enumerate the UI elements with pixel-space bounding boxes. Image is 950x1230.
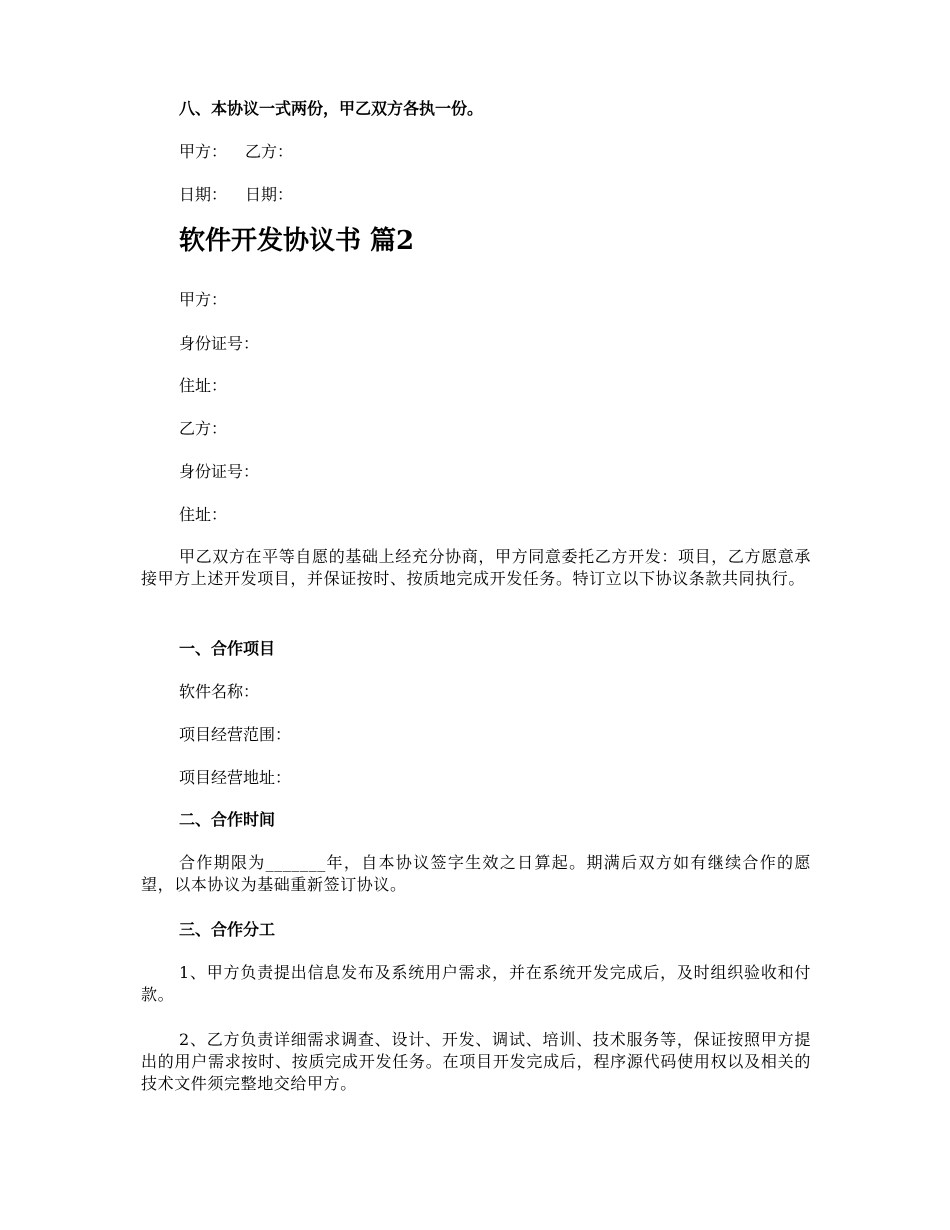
field-address-a: 住址：: [179, 376, 228, 395]
field-party-a: 甲方：: [179, 290, 228, 309]
signature-party-a: 甲方：: [179, 142, 228, 161]
signature-party-b: 乙方：: [245, 142, 294, 161]
signature-date-row: [179, 184, 293, 206]
section-3-heading: 三、合作分工: [179, 920, 276, 939]
signature-date-a: 日期：: [179, 185, 228, 204]
signature-date-b: 日期：: [245, 185, 294, 204]
field-id-b: 身份证号：: [179, 462, 260, 481]
field-party-b: 乙方：: [179, 419, 228, 438]
intro-paragraph: 甲乙双方在平等自愿的基础上经充分协商，甲方同意委托乙方开发：项目，乙方愿意承接甲方上述开发项目，并保证按时、按质地完成开发任务。特订立以下协议条款共同执行。: [141, 547, 811, 588]
section-1-heading: 一、合作项目: [179, 639, 276, 658]
section-2-heading: 二、合作时间: [179, 810, 276, 829]
section-3-item-2: 2、乙方负责详细需求调查、设计、开发、调试、培训、技术服务等，保证按照甲方提出的用户需求按时、按质完成开发任务。在项目开发完成后，程序源代码使用权以及相关的技术文件须完整地交给甲方。: [141, 1030, 811, 1093]
field-address-b: 住址：: [179, 505, 228, 524]
section-8-clause: 八、本协议一式两份，甲乙双方各执一份。: [179, 99, 484, 118]
signature-party-row: [179, 141, 293, 163]
field-project-scope: 项目经营范围：: [179, 725, 292, 744]
section-3-item-1: 1、甲方负责提出信息发布及系统用户需求，并在系统开发完成后，及时组织验收和付款。: [141, 963, 811, 1004]
section-2-paragraph: 合作期限为_______年，自本协议签字生效之日算起。期满后双方如有继续合作的愿望，以本协议为基础重新签订协议。: [141, 853, 811, 894]
field-project-address: 项目经营地址：: [179, 768, 292, 787]
field-software-name: 软件名称：: [179, 682, 260, 701]
document-title: 软件开发协议书 篇2: [179, 226, 415, 256]
field-id-a: 身份证号：: [179, 334, 260, 353]
